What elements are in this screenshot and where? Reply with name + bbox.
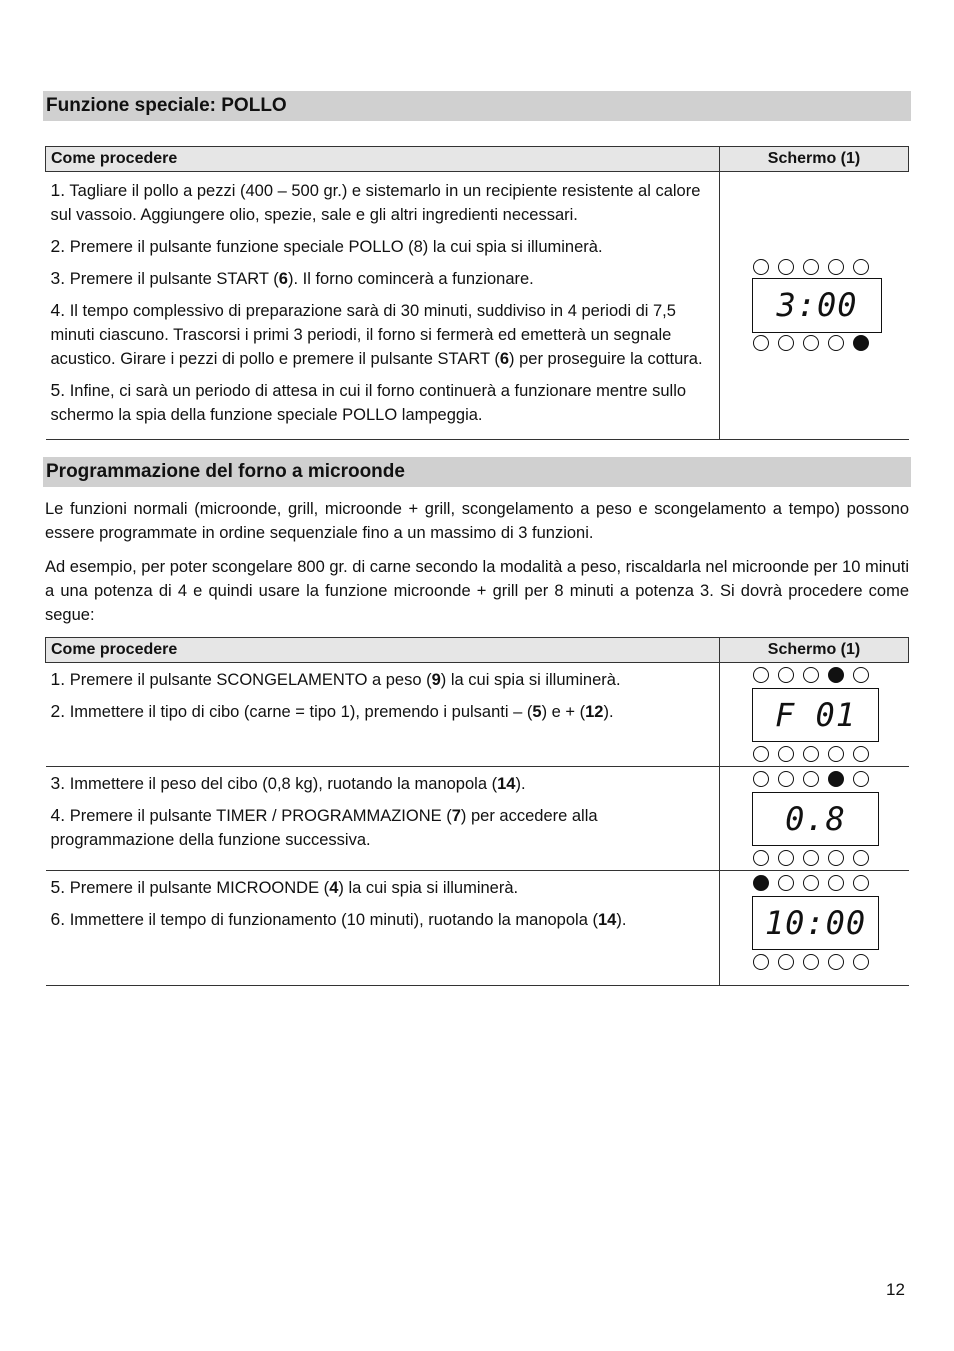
column-header-procedure: Come procedere — [46, 638, 720, 663]
step-item: 6. Immettere il tempo di funzionamento (10 minuti), ruotando la manopola (14). — [50, 909, 627, 929]
indicator-light-off — [853, 667, 869, 683]
intro-paragraph: Le funzioni normali (microonde, grill, microonde + grill, scongelamento a peso e scongelamento a tempo) possono essere programmate in ordine sequenziale fino a un massimo di 3 funzioni. — [45, 500, 909, 542]
indicator-lights-top — [753, 667, 869, 683]
screen-cell — [720, 663, 909, 767]
indicator-light-off — [853, 850, 869, 866]
indicator-light-on — [853, 335, 869, 351]
indicator-light-off — [803, 667, 819, 683]
steps-table-programmazione — [45, 637, 909, 986]
indicator-light-off — [853, 746, 869, 762]
step-item: 3. Premere il pulsante START (6). Il forno comincerà a funzionare. — [50, 268, 534, 288]
indicator-light-off — [828, 875, 844, 891]
lcd-display: F 01 — [752, 688, 879, 742]
indicator-light-off — [803, 850, 819, 866]
indicator-light-off — [803, 771, 819, 787]
indicator-light-off — [828, 335, 844, 351]
indicator-lights-top — [753, 259, 869, 275]
lcd-display: 3:00 — [752, 278, 882, 333]
indicator-light-off — [778, 875, 794, 891]
step-item: 4. Premere il pulsante TIMER / PROGRAMMAZIONE (7) per accedere alla programmazione della funzione successiva. — [50, 805, 598, 849]
indicator-light-off — [853, 259, 869, 275]
steps-cell — [46, 871, 720, 986]
steps-cell — [46, 663, 720, 767]
step-item: 4. Il tempo complessivo di preparazione sarà di 30 minuti, suddiviso in 4 periodi di 7,5 minuti ciascuno. Trascorsi i primi 3 periodi, il forno si fermerà ed emetterà un segnale acustico. Girare i pezzi di pollo e premere il pulsante START (6) per proseguire la cottura. — [50, 300, 703, 368]
steps-table-pollo — [45, 146, 909, 440]
indicator-light-off — [803, 746, 819, 762]
indicator-light-off — [778, 259, 794, 275]
indicator-lights-bottom — [753, 335, 869, 351]
step-item: 5. Premere il pulsante MICROONDE (4) la cui spia si illuminerà. — [50, 877, 519, 897]
screen-cell — [720, 172, 909, 440]
indicator-light-off — [828, 954, 844, 970]
indicator-lights-top — [753, 875, 869, 891]
indicator-light-off — [778, 335, 794, 351]
indicator-light-off — [778, 850, 794, 866]
screen-cell — [720, 767, 909, 871]
indicator-light-off — [753, 850, 769, 866]
indicator-light-off — [778, 746, 794, 762]
indicator-light-off — [753, 335, 769, 351]
indicator-light-off — [753, 667, 769, 683]
step-item: 1. Tagliare il pollo a pezzi (400 – 500 gr.) e sistemarlo in un recipiente resistente al calore sul vassoio. Aggiungere olio, spezie, sale e gli altri ingredienti necessari. — [50, 180, 701, 224]
indicator-light-off — [828, 850, 844, 866]
indicator-light-on — [753, 875, 769, 891]
lcd-display: 0.8 — [752, 792, 879, 846]
indicator-lights-top — [753, 771, 869, 787]
indicator-light-off — [778, 771, 794, 787]
indicator-light-off — [803, 954, 819, 970]
indicator-lights-bottom — [753, 850, 869, 866]
column-header-procedure: Come procedere — [46, 147, 720, 172]
step-item: 1. Premere il pulsante SCONGELAMENTO a peso (9) la cui spia si illuminerà. — [50, 669, 621, 689]
indicator-light-off — [853, 875, 869, 891]
indicator-light-off — [828, 259, 844, 275]
steps-cell — [46, 172, 720, 440]
indicator-light-off — [778, 954, 794, 970]
column-header-screen: Schermo (1) — [720, 147, 909, 172]
lcd-display: 10:00 — [752, 896, 879, 950]
example-paragraph: Ad esempio, per poter scongelare 800 gr. di carne secondo la modalità a peso, riscaldarla nel microonde per 10 minuti a una potenza di 4 e quindi usare la funzione microonde + grill per 8 minuti a potenza 3. Si dovrà procedere come segue: — [45, 558, 909, 624]
steps-cell — [46, 767, 720, 871]
page-number: 12 — [886, 1280, 905, 1299]
indicator-light-off — [803, 259, 819, 275]
indicator-light-off — [803, 335, 819, 351]
indicator-light-off — [853, 771, 869, 787]
indicator-light-off — [803, 875, 819, 891]
indicator-light-off — [753, 954, 769, 970]
step-item: 3. Immettere il peso del cibo (0,8 kg), ruotando la manopola (14). — [50, 773, 526, 793]
indicator-light-on — [828, 667, 844, 683]
indicator-light-off — [753, 259, 769, 275]
step-item: 5. Infine, ci sarà un periodo di attesa in cui il forno continuerà a funzionare mentre sullo schermo la spia della funzione speciale POLLO lampeggia. — [50, 380, 687, 424]
step-item: 2. Premere il pulsante funzione speciale POLLO (8) la cui spia si illuminerà. — [50, 236, 603, 256]
indicator-light-off — [778, 667, 794, 683]
indicator-lights-bottom — [753, 954, 869, 970]
section-title-pollo: Funzione speciale: POLLO — [43, 91, 911, 121]
step-item: 2. Immettere il tipo di cibo (carne = tipo 1), premendo i pulsanti – (5) e + (12). — [50, 701, 614, 721]
indicator-light-off — [753, 746, 769, 762]
indicator-light-off — [753, 771, 769, 787]
section-title-programmazione: Programmazione del forno a microonde — [43, 457, 911, 487]
indicator-lights-bottom — [753, 746, 869, 762]
indicator-light-on — [828, 771, 844, 787]
indicator-light-off — [853, 954, 869, 970]
screen-cell — [720, 871, 909, 986]
indicator-light-off — [828, 746, 844, 762]
column-header-screen: Schermo (1) — [720, 638, 909, 663]
